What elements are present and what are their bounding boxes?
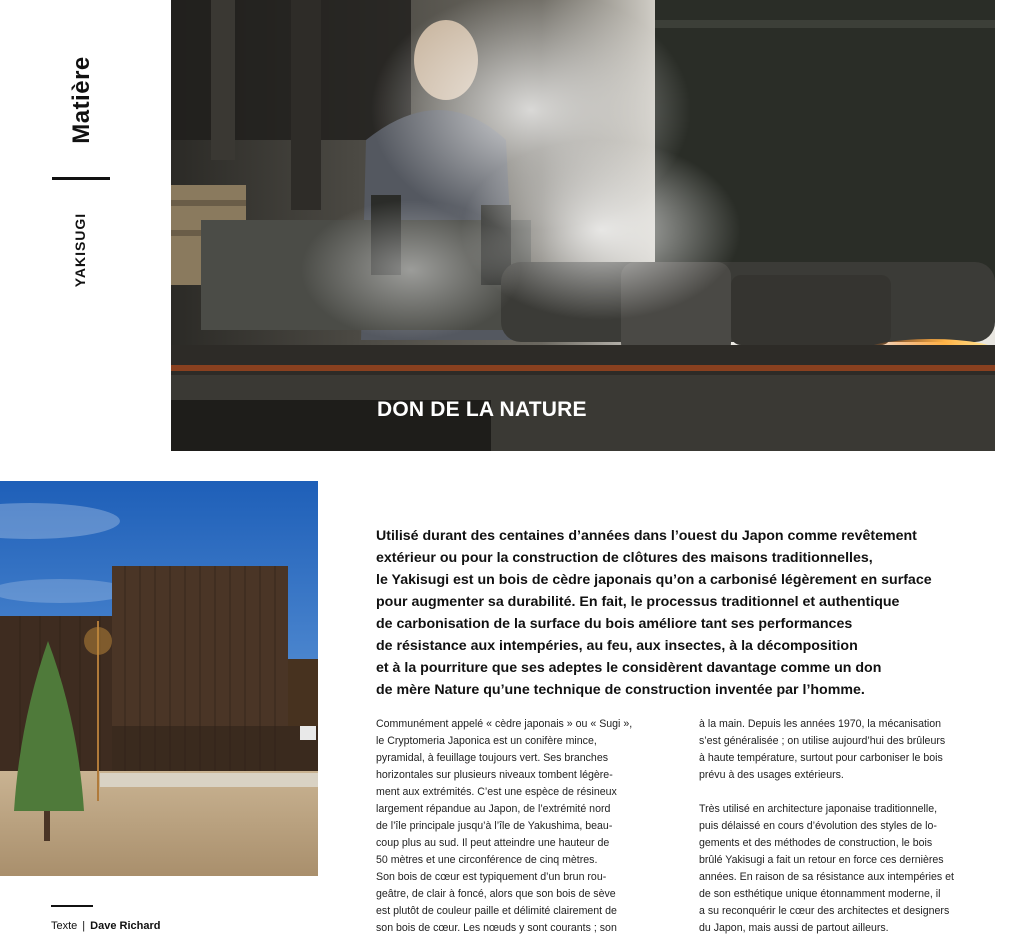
lead-line: de mère Nature qu’une technique de construction inventée par l’homme. — [376, 682, 865, 698]
body-line: est plutôt de couleur paille et délimité clairement de — [376, 905, 617, 917]
lead-line: et à la pourriture que ses adeptes le considèrent davantage comme un don — [376, 660, 882, 676]
body-line: le Cryptomeria Japonica est un conifère mince, — [376, 735, 597, 747]
body-line: Son bois de cœur est typiquement d’un brun rou- — [376, 871, 607, 883]
credit-label: Texte — [51, 920, 78, 932]
body-line: horizontales sur plusieurs niveaux tombent légère- — [376, 769, 613, 781]
body-line: gements et des méthodes de construction, le bois — [699, 837, 933, 849]
body-line: puis délaissé en cours d’évolution des styles de lo- — [699, 820, 937, 832]
body-line: ment aux extrémités. C’est une espèce de résineux — [376, 786, 617, 798]
lead-line: Utilisé durant des centaines d’années dans l’ouest du Japon comme revêtement — [376, 528, 917, 544]
body-line: brûlé Yakisugi a fait un retour en force ces dernières — [699, 854, 944, 866]
body-line: coup plus au sud. Il peut atteindre une hauteur de — [376, 837, 610, 849]
author-credit — [51, 920, 160, 932]
lead-line: de résistance aux intempéries, au feu, aux insectes, à la décomposition — [376, 638, 858, 654]
body-line: s’est généralisée ; on utilise aujourd’hui des brûleurs — [699, 735, 946, 747]
house-photo — [0, 481, 318, 876]
body-line: largement répandue au Japon, de l’extrémité nord — [376, 803, 611, 815]
body-line: Communément appelé « cèdre japonais » ou « Sugi », — [376, 718, 633, 730]
body-line: Très utilisé en architecture japonaise traditionnelle, — [699, 803, 938, 815]
hero-photo-illustration — [171, 0, 995, 451]
lead-line: le Yakisugi est un bois de cèdre japonais qu’on a carbonisé légèrement en surface — [376, 572, 932, 588]
credit-author: Dave Richard — [90, 920, 161, 932]
credit-separator: | — [82, 920, 86, 932]
credit-divider — [51, 905, 93, 907]
section-title: Matière — [68, 56, 95, 144]
body-line: du Japon, mais aussi de partout ailleurs. — [699, 922, 889, 934]
body-line: années. En raison de sa résistance aux intempéries et — [699, 871, 954, 883]
body-line: geâtre, de clair à foncé, alors que son bois de sève — [376, 888, 616, 900]
body-column-1 — [376, 716, 674, 937]
lead-line: extérieur ou pour la construction de clôtures des maisons traditionnelles, — [376, 550, 873, 566]
body-line: à haute température, surtout pour carboniser le bois — [699, 752, 943, 764]
body-line: a su reconquérir le cœur des architectes et designers — [699, 905, 950, 917]
body-line: pyramidal, à feuillage toujours vert. Ses branches — [376, 752, 609, 764]
body-line: de son esthétique unique étonnamment moderne, il — [699, 888, 941, 900]
body-line: 50 mètres et une circonférence de cinq mètres. — [376, 854, 598, 866]
rubric-divider — [52, 177, 110, 180]
body-line: son bois de cœur. Les nœuds y sont courants ; son — [376, 922, 617, 934]
section-subtitle: YAKISUGI — [72, 212, 88, 288]
hero-caption: DON DE LA NATURE — [377, 398, 587, 421]
lead-paragraph — [376, 525, 986, 701]
body-column-2 — [699, 716, 997, 937]
hero-photo — [171, 0, 995, 451]
lead-line: de carbonisation de la surface du bois améliore tant ses performances — [376, 616, 853, 632]
body-line: prévu à des usages extérieurs. — [699, 769, 844, 781]
body-line: à la main. Depuis les années 1970, la mécanisation — [699, 718, 942, 730]
paragraph-gap — [699, 784, 997, 801]
house-photo-illustration — [0, 481, 318, 876]
lead-line: pour augmenter sa durabilité. En fait, le processus traditionnel et authentique — [376, 594, 900, 610]
body-line: de l’île principale jusqu’à l’île de Yakushima, beau- — [376, 820, 613, 832]
